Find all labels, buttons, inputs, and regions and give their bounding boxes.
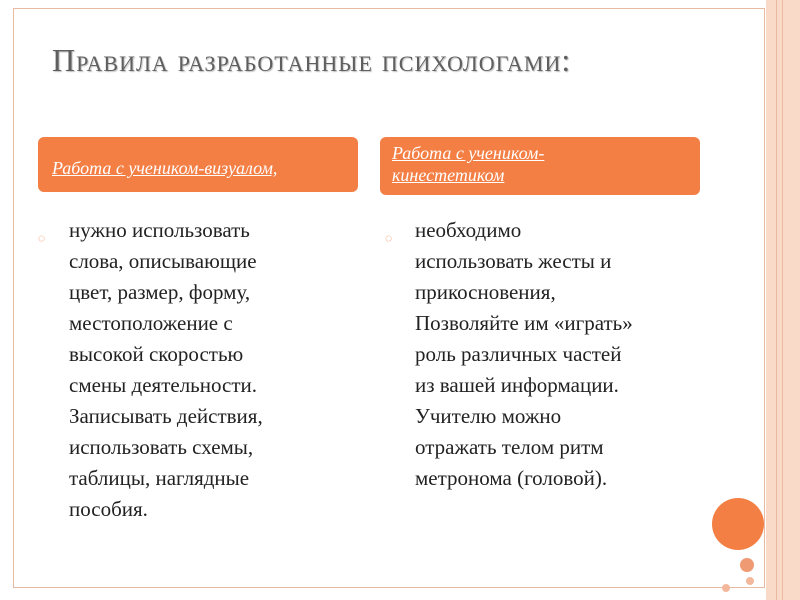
left-column-body (38, 215, 338, 525)
decorative-side-band (766, 0, 800, 600)
decorative-small-circle (740, 558, 754, 572)
decorative-small-circle (722, 584, 730, 592)
right-column-header (380, 137, 700, 195)
right-body-text: необходимо использовать жесты и прикосновения, Позволяйте им «играть» роль различных частей из вашей информации. Учителю можно отражать телом ритм метронома (головой). (415, 218, 633, 490)
left-header-label: Работа с учеником-визуалом, (52, 158, 278, 178)
right-header-label: Работа с учеником- кинестетиком (392, 143, 545, 185)
orange-bullet-icon: ◌ (385, 231, 393, 245)
decorative-small-circle (746, 577, 754, 585)
left-body-text: нужно использовать слова, описывающие цвет, размер, форму, местоположение с высокой скоростью смены деятельности. Записывать действия, использовать схемы, таблицы, наглядные пособия. (69, 218, 263, 521)
left-column-header (38, 137, 358, 192)
slide-title: Правила разработанные психологами: (52, 42, 572, 78)
decorative-orange-circle (712, 498, 764, 550)
orange-bullet-icon: ◌ (38, 231, 46, 245)
right-column-body (385, 215, 710, 494)
